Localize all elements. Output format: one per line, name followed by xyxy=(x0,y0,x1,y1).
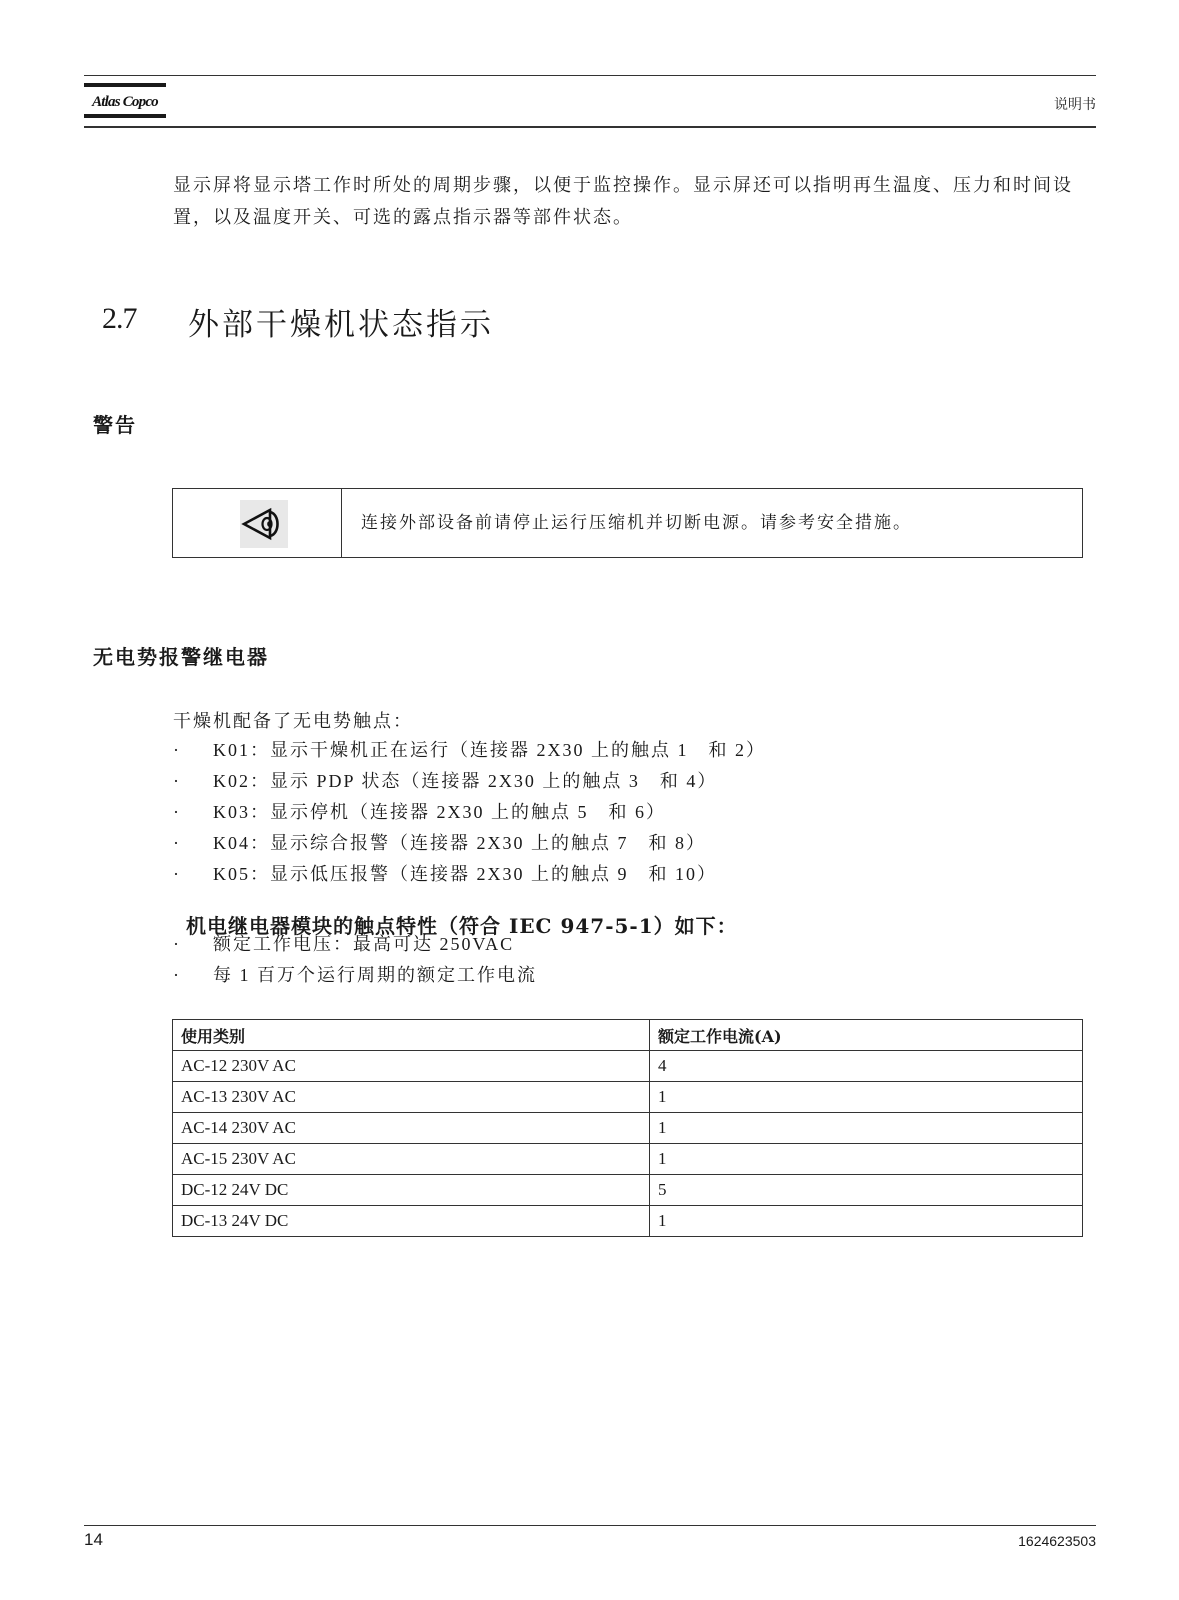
table-cell: AC-14 230V AC xyxy=(173,1113,650,1144)
table-cell: 4 xyxy=(650,1051,1083,1082)
contact-k05: K05：显示低压报警（连接器 2X30 上的触点 9 和 10） xyxy=(213,864,717,884)
spec-voltage: 额定工作电压：最高可达 250VAC xyxy=(213,934,515,954)
ratings-table xyxy=(172,1019,1083,1237)
bullet-dot: · xyxy=(173,833,179,853)
table-cell: DC-13 24V DC xyxy=(173,1206,650,1237)
table-row xyxy=(173,1144,1083,1175)
document-number: 1624623503 xyxy=(1018,1533,1096,1549)
table-cell: 1 xyxy=(650,1082,1083,1113)
table-row xyxy=(173,1206,1083,1237)
logo-bottom-bar xyxy=(84,114,166,118)
section-number: 2.7 xyxy=(102,302,137,335)
warning-box xyxy=(172,488,1083,558)
bullet-dot: · xyxy=(173,740,179,760)
section-title: 外部干燥机状态指示 xyxy=(188,307,494,343)
contact-k04: K04：显示综合报警（连接器 2X30 上的触点 7 和 8） xyxy=(213,833,706,853)
relay-intro: 干燥机配备了无电势触点： xyxy=(173,711,413,731)
contact-spec-heading: 机电继电器模块的触点特性（符合 IEC 947-5-1）如下： xyxy=(186,914,738,938)
column-header-category: 使用类别 xyxy=(173,1020,650,1051)
eye-warning-icon xyxy=(240,500,288,548)
table-row xyxy=(173,1051,1083,1082)
contact-k02: K02：显示 PDP 状态（连接器 2X30 上的触点 3 和 4） xyxy=(213,771,718,791)
footer-rule xyxy=(84,1525,1096,1526)
bullet-dot: · xyxy=(173,965,179,985)
page-number: 14 xyxy=(84,1530,103,1549)
table-cell: 1 xyxy=(650,1206,1083,1237)
table-cell: 5 xyxy=(650,1175,1083,1206)
table-row xyxy=(173,1113,1083,1144)
header-top-rule xyxy=(84,75,1096,76)
warning-heading: 警告 xyxy=(93,413,137,437)
table-cell: 1 xyxy=(650,1113,1083,1144)
warning-box-divider xyxy=(341,489,342,557)
atlas-copco-logo xyxy=(84,83,166,123)
table-cell: AC-13 230V AC xyxy=(173,1082,650,1113)
contact-k01: K01：显示干燥机正在运行（连接器 2X30 上的触点 1 和 2） xyxy=(213,740,766,760)
warning-text: 连接外部设备前请停止运行压缩机并切断电源。请参考安全措施。 xyxy=(361,513,912,532)
contact-k03: K03：显示停机（连接器 2X30 上的触点 5 和 6） xyxy=(213,802,666,822)
table-header-row xyxy=(173,1020,1083,1051)
table-cell: AC-15 230V AC xyxy=(173,1144,650,1175)
bullet-dot: · xyxy=(173,864,179,884)
spec-current: 每 1 百万个运行周期的额定工作电流 xyxy=(213,965,537,985)
table-row xyxy=(173,1082,1083,1113)
table-cell: 1 xyxy=(650,1144,1083,1175)
logo-text: Atlas Copco xyxy=(92,94,158,110)
intro-paragraph: 显示屏将显示塔工作时所处的周期步骤，以便于监控操作。显示屏还可以指明再生温度、压力和时间设置，以及温度开关、可选的露点指示器等部件状态。 xyxy=(173,175,1073,227)
relay-heading: 无电势报警继电器 xyxy=(93,645,269,669)
header-bottom-rule xyxy=(84,126,1096,128)
table-cell: DC-12 24V DC xyxy=(173,1175,650,1206)
bullet-dot: · xyxy=(173,802,179,822)
logo-top-bar xyxy=(84,83,166,87)
column-header-current: 额定工作电流(A) xyxy=(650,1020,1083,1051)
table-row xyxy=(173,1175,1083,1206)
header-doc-type: 说明书 xyxy=(1054,97,1096,113)
bullet-dot: · xyxy=(173,934,179,954)
bullet-dot: · xyxy=(173,771,179,791)
table-cell: AC-12 230V AC xyxy=(173,1051,650,1082)
